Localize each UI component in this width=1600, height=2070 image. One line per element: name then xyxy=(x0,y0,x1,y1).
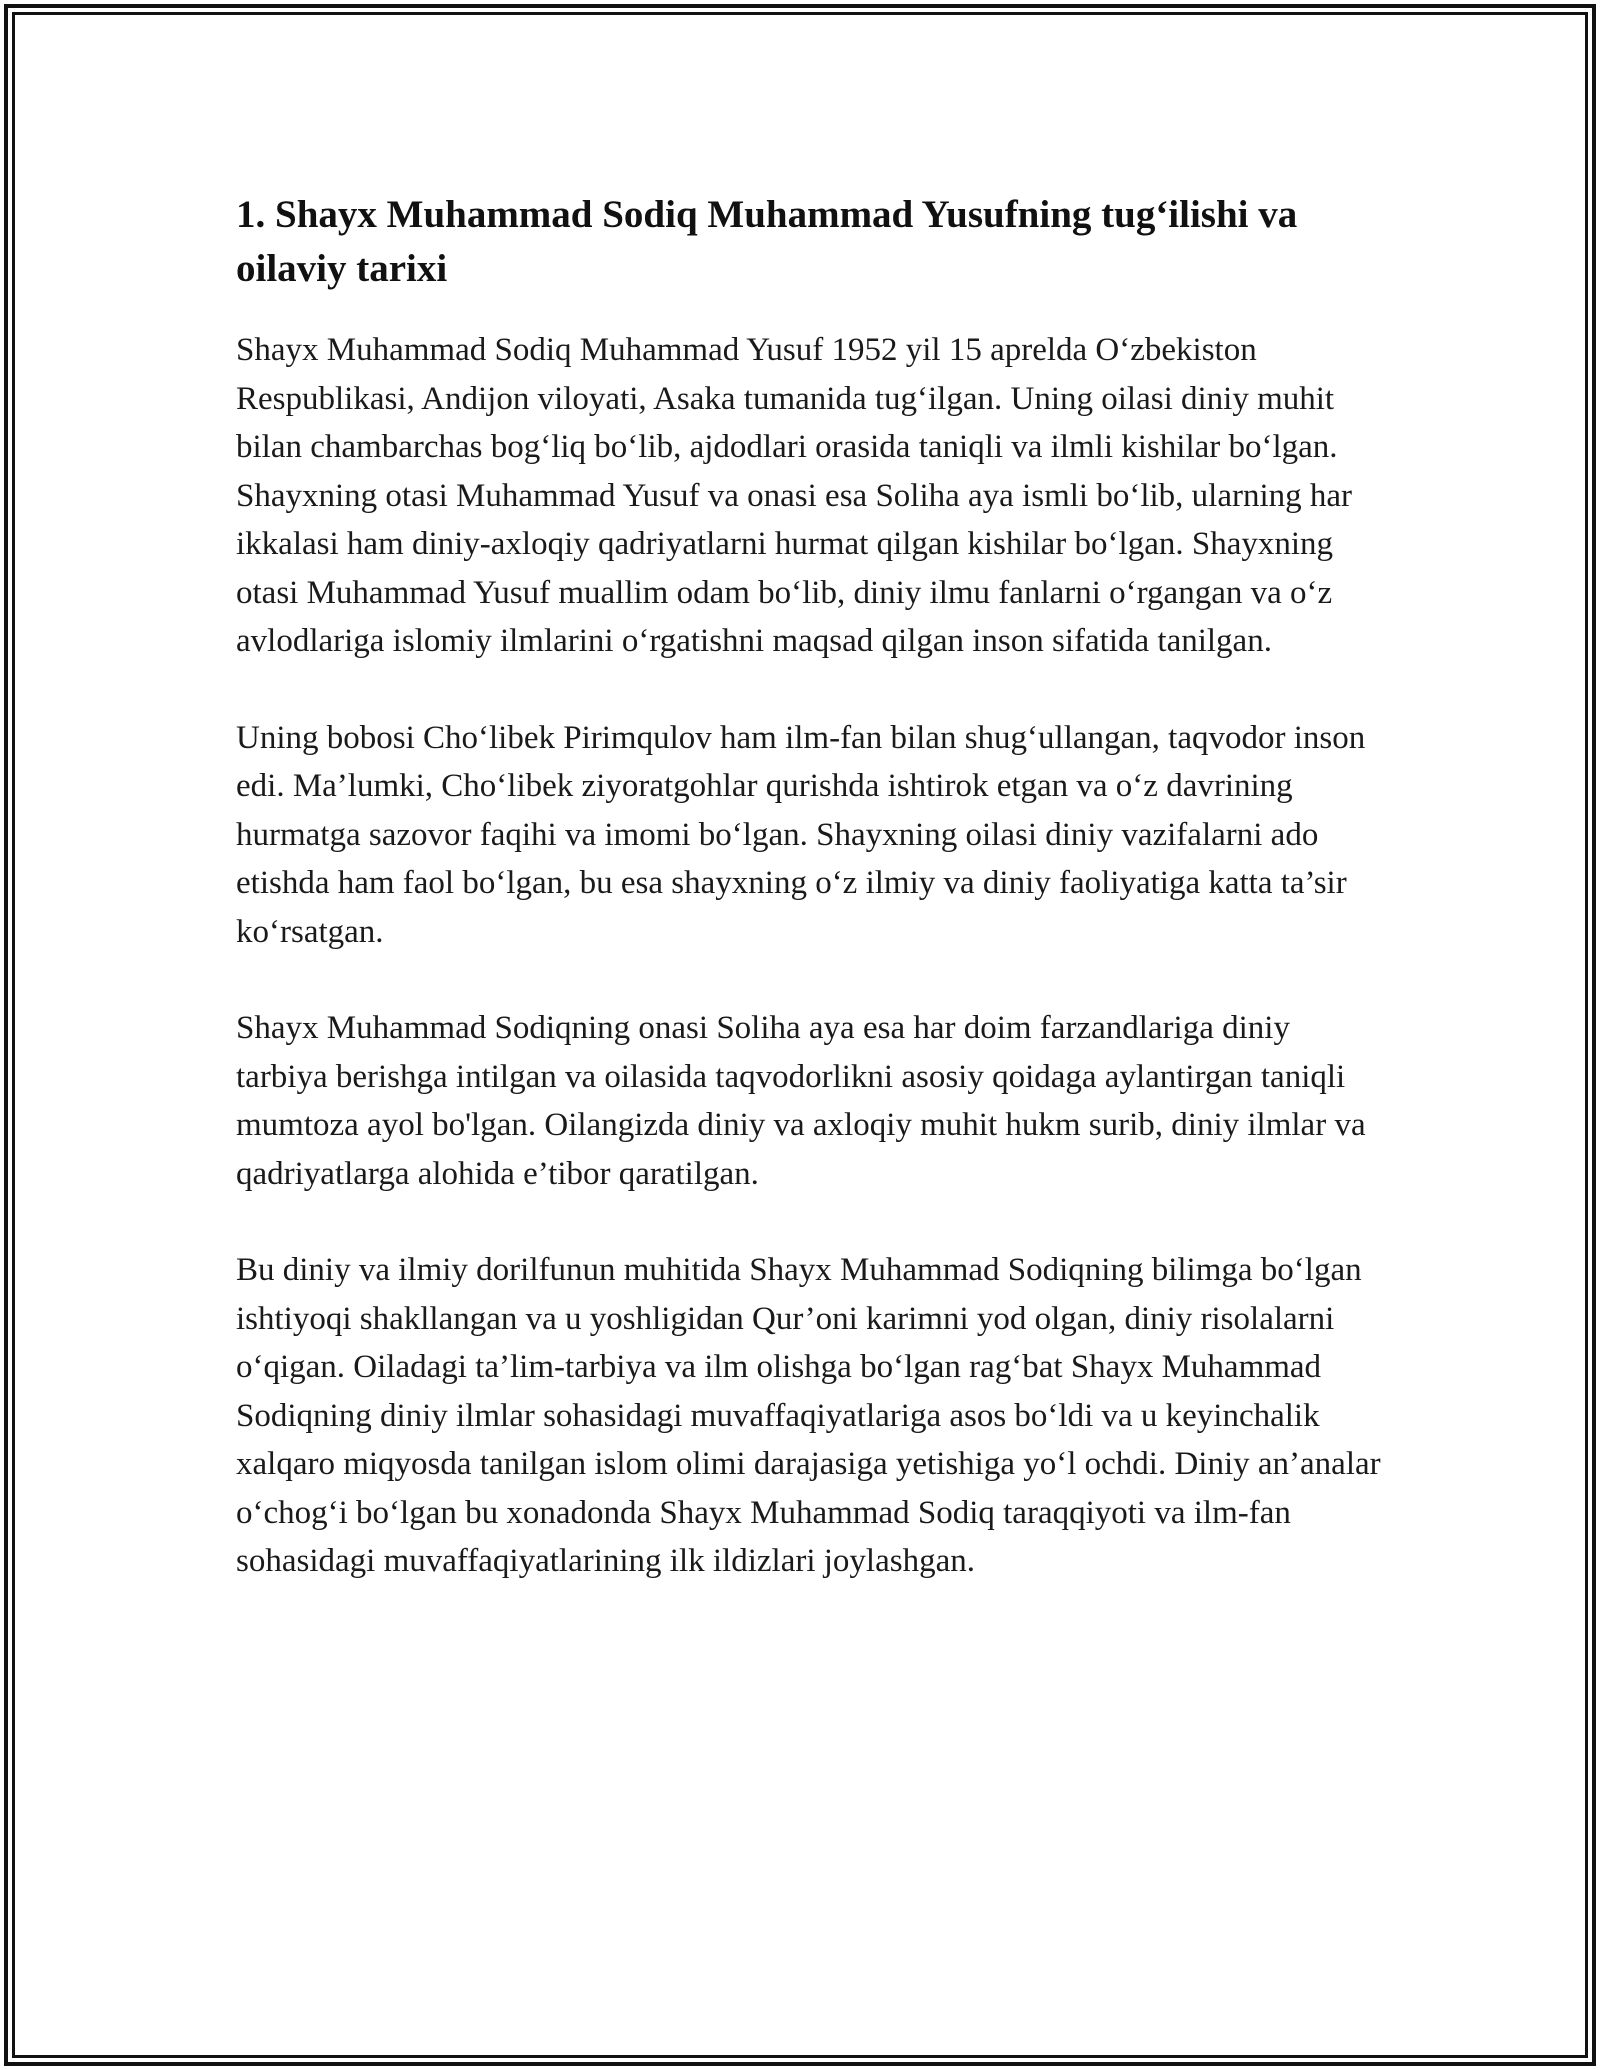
paragraph-grandfather: Uning bobosi Cho‘libek Pirimqulov ham ilm-fan bilan shug‘ullangan, taqvodor inson edi. Ma’lumki, Cho‘libek ziyoratgohlar qurishda ishtirok etgan va o‘z davrining hurmatga sazovor faqihi va imomi bo‘lgan. Shayxning oilasi diniy vazifalarni ado etishda ham faol bo‘lgan, bu esa shayxning o‘z ilmiy va diniy faoliyatiga katta ta’sir ko‘rsatgan. xyxy=(236,719,1366,950)
paragraph-mother: Shayx Muhammad Sodiqning onasi Soliha aya esa har doim farzandlariga diniy tarbiya berishga intilgan va oilasida taqvodorlikni asosiy qoidaga aylantirgan taniqli mumtoza ayol bo'lgan. Oilangizda diniy va axloqiy muhit hukm surib, diniy ilmlar va qadriyatlarga alohida e’tibor qaratilgan. xyxy=(236,1010,1366,1192)
section-heading: 1. Shayx Muhammad Sodiq Muhammad Yusufning tug‘ilishi va oilaviy tarixi xyxy=(236,193,1298,290)
paragraph-birth: Shayx Muhammad Sodiq Muhammad Yusuf 1952 yil 15 aprelda O‘zbekiston Respublikasi, Andijon viloyati, Asaka tumanida tug‘ilgan. Uning oilasi diniy muhit bilan chambarchas bog‘liq bo‘lib, ajdodlari orasida taniqli va ilmli kishilar bo‘lgan. Shayxning otasi Muhammad Yusuf va onasi esa Soliha aya ismli bo‘lib, ularning har ikkalasi ham diniy-axloqiy qadriyatlarni hurmat qilgan kishilar bo‘lgan. Shayxning otasi Muhammad Yusuf muallim odam bo‘lib, diniy ilmu fanlarni o‘rgangan va o‘z avlodlariga islomiy ilmlarini o‘rgatishni maqsad qilgan inson sifatida tanilgan. xyxy=(236,332,1353,659)
document-body xyxy=(236,188,1386,1634)
paragraph-upbringing: Bu diniy va ilmiy dorilfunun muhitida Shayx Muhammad Sodiqning bilimga bo‘lgan ishtiyoqi shakllangan va u yoshligidan Qur’oni karimni yod olgan, diniy risolalarni o‘qigan. Oiladagi ta’lim-tarbiya va ilm olishga bo‘lgan rag‘bat Shayx Muhammad Sodiqning diniy ilmlar sohasidagi muvaffaqiyatlariga asos bo‘ldi va u keyinchalik xalqaro miqyosda tanilgan islom olimi darajasiga yetishiga yo‘l ochdi. Diniy an’analar o‘chog‘i bo‘lgan bu xonadonda Shayx Muhammad Sodiq taraqqiyoti va ilm-fan sohasidagi muvaffaqiyatlarining ilk ildizlari joylashgan. xyxy=(236,1252,1381,1579)
